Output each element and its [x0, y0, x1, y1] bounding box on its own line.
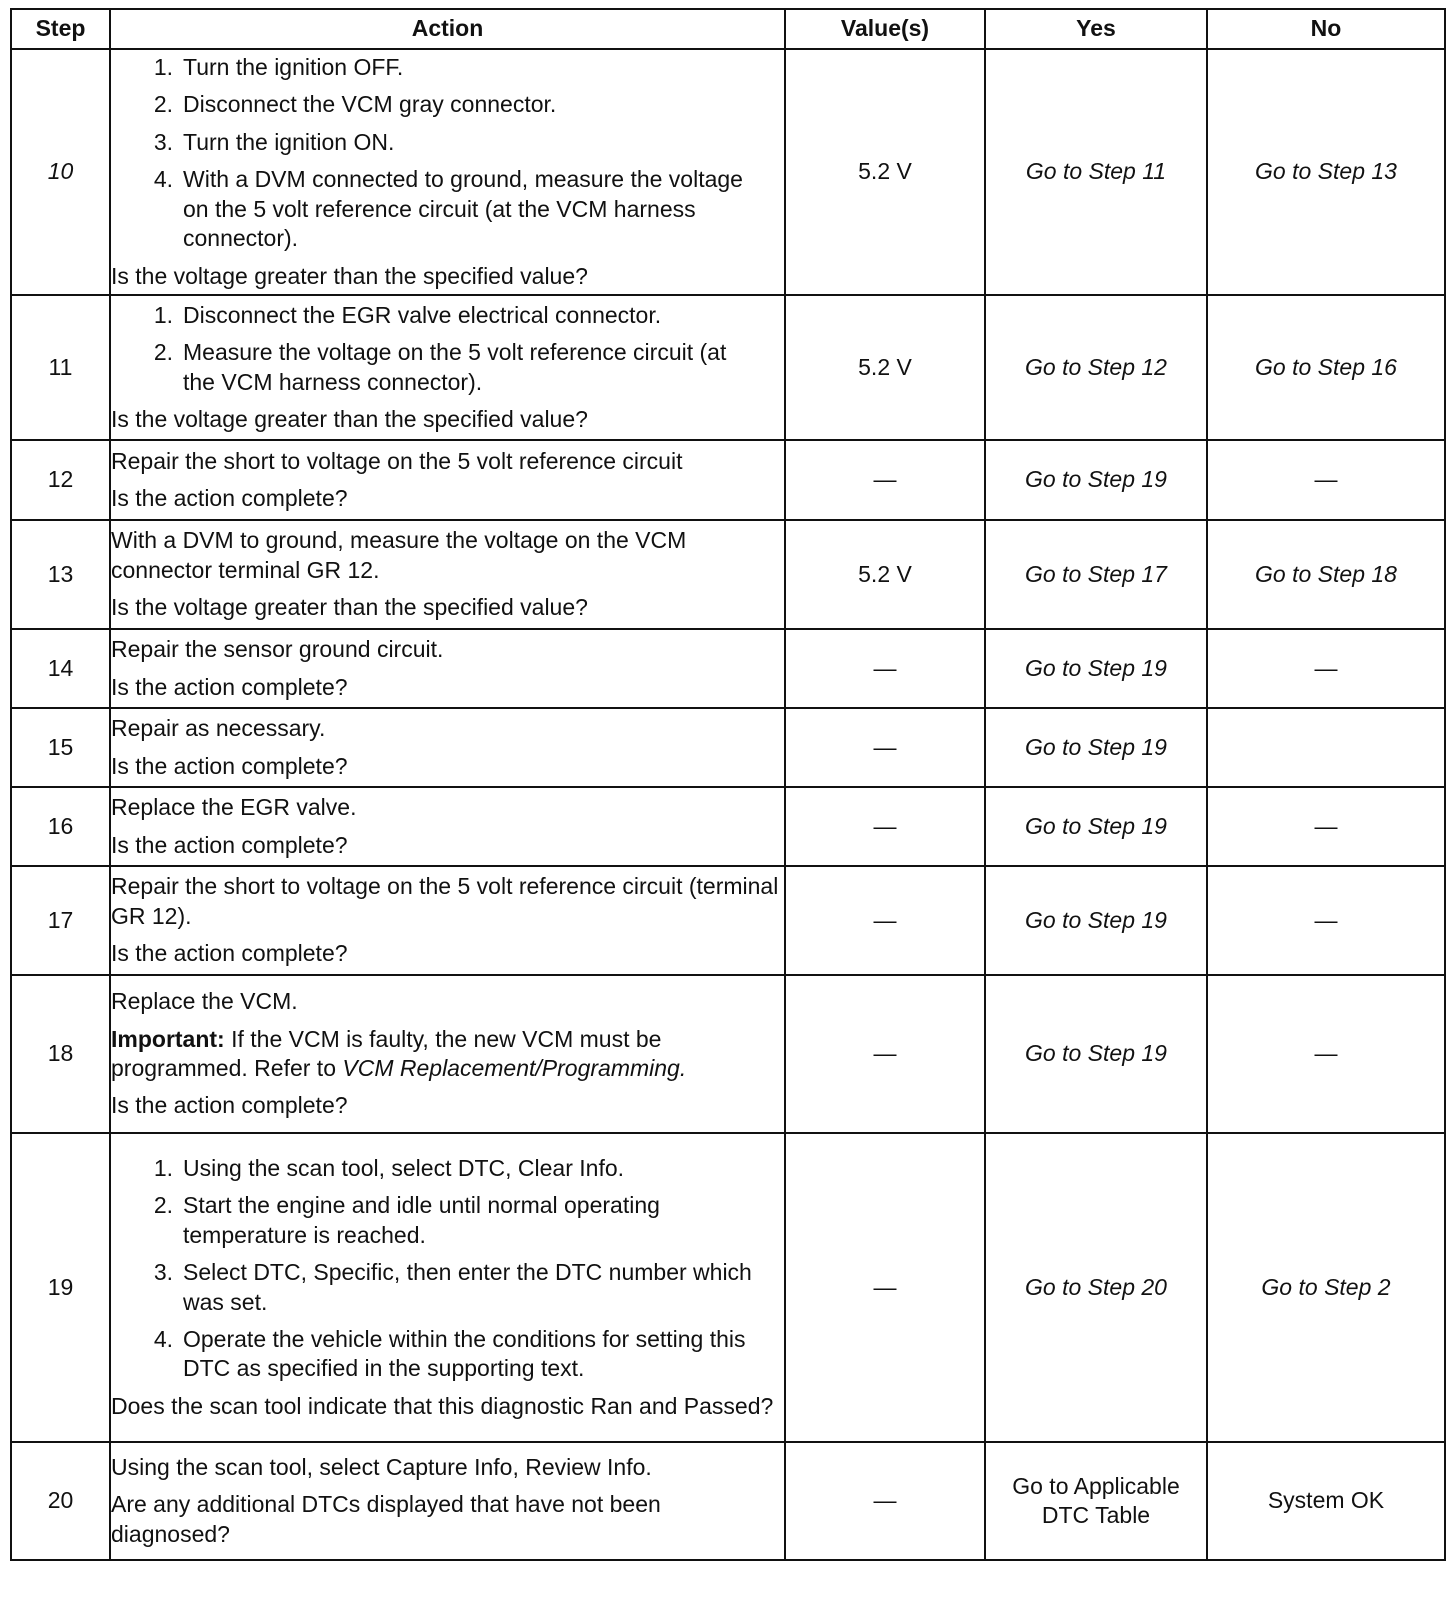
- header-yes: Yes: [985, 9, 1207, 49]
- no-cell: —: [1207, 787, 1445, 866]
- action-cell: [110, 975, 785, 1133]
- table-row: [11, 629, 1445, 708]
- value-cell: —: [785, 1133, 985, 1442]
- action-list: [111, 1154, 784, 1384]
- no-cell: —: [1207, 629, 1445, 708]
- list-item: 2. Measure the voltage on the 5 volt reference circuit (at the VCM harness connector).: [153, 339, 727, 395]
- action-question: Is the action complete?: [111, 831, 348, 858]
- header-row: [11, 9, 1445, 49]
- list-item: 2. Start the engine and idle until normal operating temperature is reached.: [153, 1192, 660, 1248]
- action-question: Is the action complete?: [111, 752, 348, 779]
- action-cell: [110, 708, 785, 787]
- no-cell: System OK: [1207, 1442, 1445, 1560]
- yes-cell: Go to Step 19: [985, 629, 1207, 708]
- action-question: Is the voltage greater than the specified value?: [111, 262, 588, 289]
- action-question: Is the action complete?: [111, 940, 348, 967]
- action-cell: [110, 520, 785, 629]
- important-reference: VCM Replacement/Programming.: [342, 1055, 687, 1081]
- action-cell: [110, 866, 785, 975]
- yes-cell: Go to Step 19: [985, 440, 1207, 520]
- yes-cell: Go to Step 19: [985, 866, 1207, 975]
- no-cell: —: [1207, 440, 1445, 520]
- value-cell: —: [785, 440, 985, 520]
- step-number: 13: [11, 520, 110, 629]
- action-list: [111, 53, 784, 254]
- action-question: Are any additional DTCs displayed that have not been diagnosed?: [111, 1491, 661, 1547]
- action-cell: [110, 440, 785, 520]
- list-item: 3. Turn the ignition ON.: [153, 128, 395, 155]
- action-question: Is the action complete?: [111, 485, 348, 511]
- list-item: 2. Disconnect the VCM gray connector.: [153, 91, 557, 118]
- list-item: 4. With a DVM connected to ground, measure the voltage on the 5 volt reference circuit (at the VCM harness connector).: [153, 166, 743, 252]
- no-cell: —: [1207, 866, 1445, 975]
- table-row: [11, 295, 1445, 440]
- value-cell: —: [785, 708, 985, 787]
- step-number: 14: [11, 629, 110, 708]
- value-cell: —: [785, 1442, 985, 1560]
- list-item: 4. Operate the vehicle within the conditions for setting this DTC as specified in the supporting text.: [153, 1325, 746, 1382]
- table-row: [11, 49, 1445, 295]
- header-step: Step: [11, 9, 110, 49]
- table-row: [11, 1442, 1445, 1560]
- no-cell: Go to Step 2: [1207, 1133, 1445, 1442]
- action-cell: [110, 49, 785, 295]
- action-question: Is the action complete?: [111, 673, 348, 700]
- action-cell: [110, 1442, 785, 1560]
- no-cell: Go to Step 16: [1207, 295, 1445, 440]
- action-question: Is the action complete?: [111, 1092, 348, 1119]
- step-number: 16: [11, 787, 110, 866]
- value-cell: 5.2 V: [785, 520, 985, 629]
- action-cell: [110, 787, 785, 866]
- action-text: With a DVM to ground, measure the voltage on the VCM connector terminal GR 12.: [111, 527, 687, 583]
- diagnostic-table: [10, 8, 1446, 1561]
- header-action: Action: [110, 9, 785, 49]
- action-question: Does the scan tool indicate that this diagnostic Ran and Passed?: [111, 1392, 774, 1419]
- step-number: 11: [11, 295, 110, 440]
- no-cell: Go to Step 18: [1207, 520, 1445, 629]
- value-cell: —: [785, 975, 985, 1133]
- no-cell: Go to Step 13: [1207, 49, 1445, 295]
- header-value: Value(s): [785, 9, 985, 49]
- yes-cell: Go to Applicable DTC Table: [985, 1442, 1207, 1560]
- no-cell: —: [1207, 975, 1445, 1133]
- yes-cell: Go to Step 20: [985, 1133, 1207, 1442]
- yes-cell: Go to Step 19: [985, 975, 1207, 1133]
- yes-cell: Go to Step 17: [985, 520, 1207, 629]
- action-text: Repair the short to voltage on the 5 volt reference circuit: [111, 447, 683, 474]
- important-text: If the VCM is faulty, the new VCM must be programmed. Refer to: [111, 1025, 662, 1081]
- action-text: Repair the sensor ground circuit.: [111, 636, 444, 663]
- table-row: [11, 440, 1445, 520]
- step-number: 10: [11, 49, 110, 295]
- table-row: [11, 708, 1445, 787]
- table-row: [11, 520, 1445, 629]
- action-text: Using the scan tool, select Capture Info, Review Info.: [111, 1453, 652, 1480]
- yes-cell: Go to Step 19: [985, 708, 1207, 787]
- action-text: Replace the EGR valve.: [111, 794, 357, 821]
- action-text: Repair the short to voltage on the 5 volt reference circuit (terminal GR 12).: [111, 873, 779, 929]
- table-row: [11, 787, 1445, 866]
- step-number: 15: [11, 708, 110, 787]
- action-cell: [110, 1133, 785, 1442]
- action-question: Is the voltage greater than the specified value?: [111, 405, 588, 432]
- step-number: 17: [11, 866, 110, 975]
- step-number: 18: [11, 975, 110, 1133]
- action-text: Repair as necessary.: [111, 715, 326, 742]
- action-cell: [110, 629, 785, 708]
- action-cell: [110, 295, 785, 440]
- list-item: 1. Disconnect the EGR valve electrical connector.: [153, 301, 662, 328]
- value-cell: —: [785, 629, 985, 708]
- list-item: 3. Select DTC, Specific, then enter the DTC number which was set.: [153, 1259, 752, 1315]
- step-number: 19: [11, 1133, 110, 1442]
- value-cell: 5.2 V: [785, 49, 985, 295]
- action-list: [111, 301, 784, 397]
- yes-cell: Go to Step 12: [985, 295, 1207, 440]
- value-cell: —: [785, 866, 985, 975]
- important-label: Important:: [111, 1025, 225, 1052]
- value-cell: 5.2 V: [785, 295, 985, 440]
- action-question: Is the voltage greater than the specified value?: [111, 594, 588, 621]
- no-cell: [1207, 708, 1445, 787]
- table-row: [11, 1133, 1445, 1442]
- table-row: [11, 866, 1445, 975]
- list-item: 1. Using the scan tool, select DTC, Clear Info.: [153, 1154, 625, 1181]
- yes-cell: Go to Step 19: [985, 787, 1207, 866]
- yes-cell: Go to Step 11: [985, 49, 1207, 295]
- header-no: No: [1207, 9, 1445, 49]
- value-cell: —: [785, 787, 985, 866]
- step-number: 12: [11, 440, 110, 520]
- list-item: 1. Turn the ignition OFF.: [153, 53, 404, 80]
- action-text: Replace the VCM.: [111, 988, 298, 1015]
- step-number: 20: [11, 1442, 110, 1560]
- table-row: [11, 975, 1445, 1133]
- important-note: [111, 1025, 784, 1084]
